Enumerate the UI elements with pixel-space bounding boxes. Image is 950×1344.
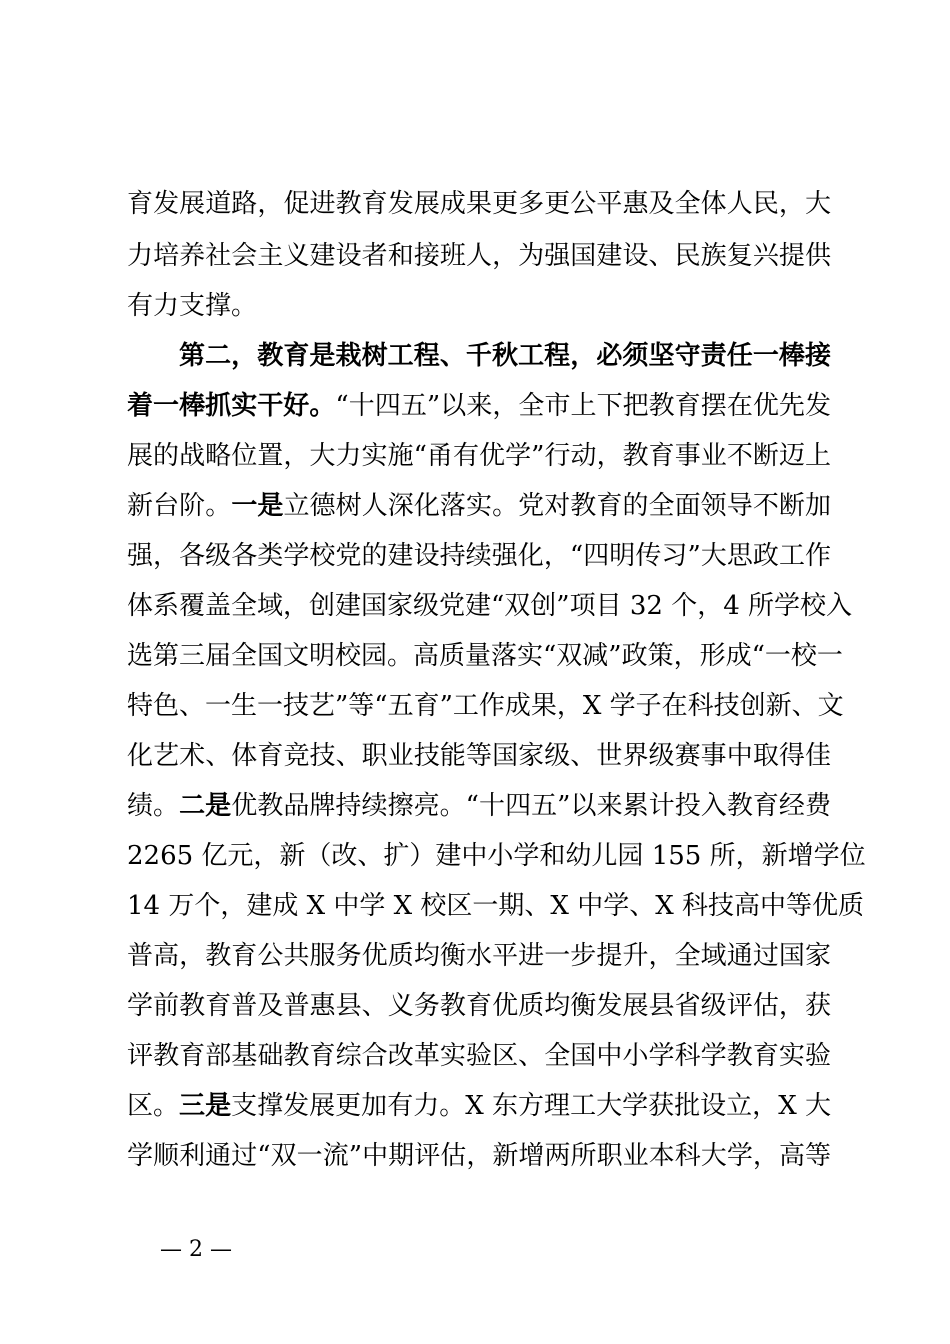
section-heading-tail: 着一棒抓实干好。 (127, 391, 336, 421)
text-line: 育发展道路，促进教育发展成果更多更公平惠及全体人民，大 (127, 189, 831, 219)
text-line (127, 390, 831, 422)
point-marker: 三是 (179, 1091, 232, 1121)
text-run: 优教品牌持续擦亮。“十四五”以来累计投入教育经费 (231, 791, 831, 821)
text-line: 选第三届全国文明校园。高质量落实“双减”政策，形成“一校一 (127, 641, 843, 671)
text-line: 强，各级各类学校党的建设持续强化，“四明传习”大思政工作 (127, 541, 831, 571)
text-run: “十四五”以来，全市上下把教育摆在优先发 (335, 391, 831, 421)
text-line: 体系覆盖全域，创建国家级党建“双创”项目 32 个，4 所学校入 (127, 591, 853, 621)
text-line: 14 万个，建成 X 中学 X 校区一期、X 中学、X 科技高中等优质 (127, 891, 864, 921)
text-line: 学顺利通过“双一流”中期评估，新增两所职业本科大学，高等 (127, 1141, 831, 1171)
text-line: 学前教育普及普惠县、义务教育优质均衡发展县省级评估，获 (127, 991, 831, 1021)
text-run: 区。 (127, 1091, 180, 1121)
text-line: 评教育部基础教育综合改革实验区、全国中小学科学教育实验 (127, 1041, 831, 1071)
point-marker: 一是 (231, 491, 284, 521)
text-line: 展的战略位置，大力实施“甬有优学”行动，教育事业不断迈上 (127, 441, 831, 471)
text-line: 化艺术、体育竞技、职业技能等国家级、世界级赛事中取得佳 (127, 741, 831, 771)
text-run: 支撑发展更加有力。X 东方理工大学获批设立，X 大 (231, 1091, 831, 1121)
point-marker: 二是 (179, 791, 232, 821)
text-line: 普高，教育公共服务优质均衡水平进一步提升，全域通过国家 (127, 941, 831, 971)
text-line: 力培养社会主义建设者和接班人，为强国建设、民族复兴提供 (127, 241, 831, 271)
text-line (127, 1090, 831, 1122)
text-line (127, 490, 831, 522)
text-run: 立德树人深化落实。党对教育的全面领导不断加 (283, 491, 831, 521)
text-run: 绩。 (127, 791, 180, 821)
section-heading-line: 第二，教育是栽树工程、千秋工程，必须坚守责任一棒接 (179, 341, 831, 371)
text-line: 2265 亿元，新（改、扩）建中小学和幼儿园 155 所，新增学位 (127, 841, 866, 871)
page-number: — 2 — (160, 1237, 232, 1262)
text-line (127, 790, 831, 822)
text-run: 新台阶。 (127, 491, 232, 521)
text-line: 有力支撑。 (127, 291, 258, 321)
text-line: 特色、一生一技艺”等“五育”工作成果，X 学子在科技创新、文 (127, 691, 844, 721)
